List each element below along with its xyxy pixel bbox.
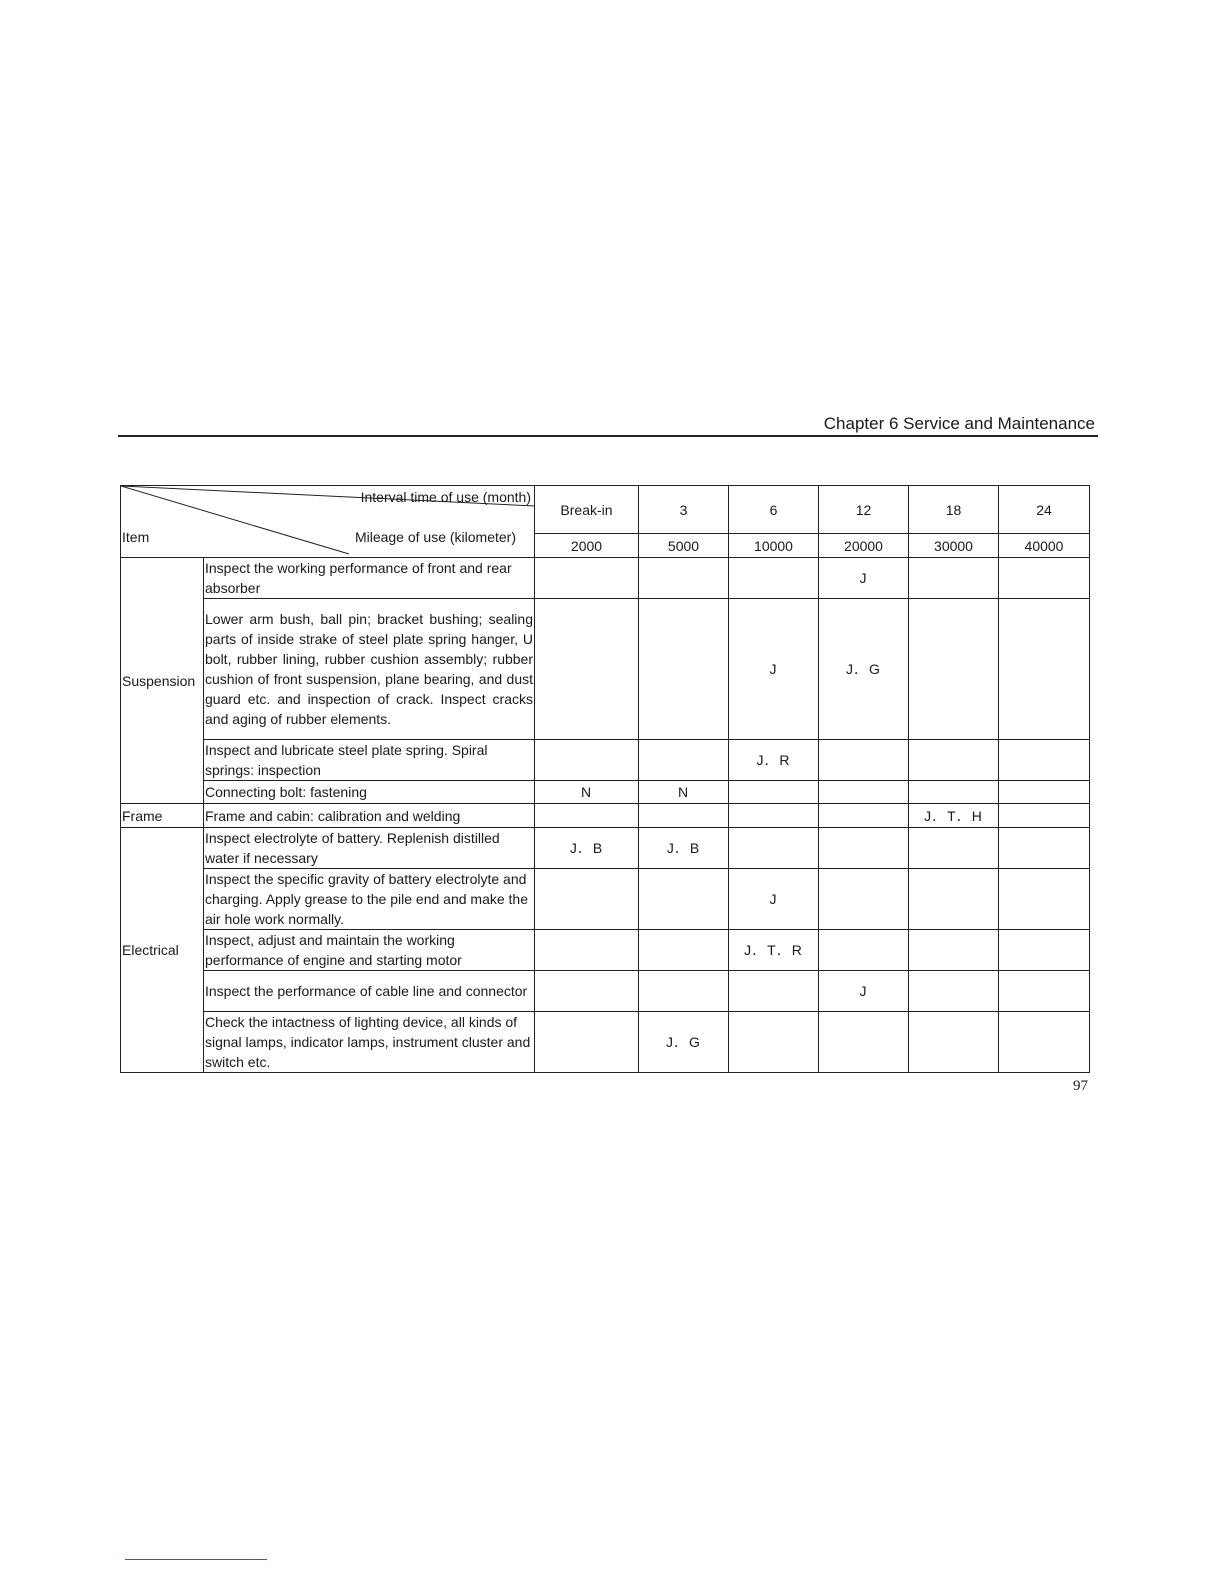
header-corner-cell xyxy=(121,486,535,558)
schedule-cell: J xyxy=(819,558,909,599)
schedule-cell xyxy=(909,1012,999,1073)
category-electrical: Electrical xyxy=(121,828,204,1073)
schedule-cell xyxy=(639,740,729,781)
mileage-header: 5000 xyxy=(639,534,729,558)
table-row xyxy=(121,971,1090,1012)
item-axis-label: Item xyxy=(122,529,150,545)
interval-header: 6 xyxy=(729,486,819,534)
schedule-cell: J．R xyxy=(729,740,819,781)
page-number: 97 xyxy=(1073,1078,1088,1094)
item-description: Inspect, adjust and maintain the working performance of engine and starting motor xyxy=(204,930,535,971)
schedule-cell xyxy=(999,781,1090,804)
schedule-cell xyxy=(639,599,729,740)
schedule-cell xyxy=(999,740,1090,781)
schedule-cell: J．B xyxy=(535,828,639,869)
schedule-cell xyxy=(819,804,909,828)
schedule-cell: N xyxy=(535,781,639,804)
schedule-cell: J．B xyxy=(639,828,729,869)
schedule-cell xyxy=(909,971,999,1012)
header-row-intervals xyxy=(121,486,1090,534)
schedule-cell: J xyxy=(819,971,909,1012)
schedule-cell xyxy=(729,828,819,869)
item-description: Inspect the performance of cable line and connector xyxy=(204,971,535,1012)
schedule-cell xyxy=(999,971,1090,1012)
table-row xyxy=(121,781,1090,804)
item-description: Frame and cabin: calibration and welding xyxy=(204,804,535,828)
mileage-header: 30000 xyxy=(909,534,999,558)
schedule-cell xyxy=(535,740,639,781)
schedule-cell xyxy=(535,558,639,599)
table-row xyxy=(121,558,1090,599)
table-row xyxy=(121,1012,1090,1073)
schedule-cell: J．G xyxy=(639,1012,729,1073)
schedule-cell xyxy=(639,804,729,828)
table-row xyxy=(121,804,1090,828)
interval-header: 18 xyxy=(909,486,999,534)
schedule-cell xyxy=(535,971,639,1012)
interval-header: 24 xyxy=(999,486,1090,534)
mileage-axis-label: Mileage of use (kilometer) xyxy=(354,529,516,545)
schedule-cell xyxy=(909,869,999,930)
schedule-cell: J xyxy=(729,599,819,740)
schedule-cell xyxy=(729,971,819,1012)
schedule-cell xyxy=(729,781,819,804)
item-description: Connecting bolt: fastening xyxy=(204,781,535,804)
item-description: Check the intactness of lighting device, all kinds of signal lamps, indicator lamps, instrument cluster and switch etc. xyxy=(204,1012,535,1073)
interval-header: 3 xyxy=(639,486,729,534)
schedule-cell xyxy=(909,828,999,869)
schedule-cell xyxy=(639,558,729,599)
schedule-cell xyxy=(639,869,729,930)
table-row xyxy=(121,930,1090,971)
schedule-cell xyxy=(999,558,1090,599)
chapter-title: Chapter 6 Service and Maintenance xyxy=(823,414,1095,433)
item-description: Inspect the working performance of front and rear absorber xyxy=(204,558,535,599)
schedule-cell xyxy=(535,869,639,930)
schedule-cell xyxy=(819,1012,909,1073)
item-description: Lower arm bush, ball pin; bracket bushing; sealing parts of inside strake of steel plate spring hanger, U bolt, rubber lining, rubber cushion assembly; rubber cushion of front suspension, plane bearing, and dust guard etc. and inspection of crack. Inspect cracks and aging of rubber elements. xyxy=(204,599,535,740)
schedule-cell xyxy=(909,558,999,599)
schedule-cell xyxy=(999,599,1090,740)
schedule-cell xyxy=(639,930,729,971)
schedule-cell xyxy=(535,804,639,828)
schedule-cell xyxy=(999,1012,1090,1073)
schedule-cell xyxy=(819,828,909,869)
item-description: Inspect the specific gravity of battery electrolyte and charging. Apply grease to the pile end and make the air hole work normally. xyxy=(204,869,535,930)
footnote-divider xyxy=(125,1559,267,1560)
category-suspension: Suspension xyxy=(121,558,204,804)
mileage-header: 20000 xyxy=(819,534,909,558)
table-row xyxy=(121,599,1090,740)
schedule-cell xyxy=(999,828,1090,869)
schedule-cell xyxy=(909,930,999,971)
schedule-cell xyxy=(819,781,909,804)
category-frame: Frame xyxy=(121,804,204,828)
schedule-cell xyxy=(819,869,909,930)
maintenance-schedule-table xyxy=(120,485,1090,1073)
schedule-cell xyxy=(535,1012,639,1073)
interval-header: 12 xyxy=(819,486,909,534)
interval-axis-label: Interval time of use (month) xyxy=(360,489,531,505)
schedule-cell xyxy=(729,1012,819,1073)
schedule-cell: J．T．R xyxy=(729,930,819,971)
schedule-cell xyxy=(729,558,819,599)
schedule-cell: J．T．H xyxy=(909,804,999,828)
table-row xyxy=(121,740,1090,781)
interval-header: Break-in xyxy=(535,486,639,534)
table-row xyxy=(121,869,1090,930)
schedule-cell xyxy=(535,599,639,740)
schedule-cell xyxy=(999,804,1090,828)
schedule-cell xyxy=(819,740,909,781)
schedule-cell xyxy=(819,930,909,971)
mileage-header: 40000 xyxy=(999,534,1090,558)
schedule-cell xyxy=(909,599,999,740)
schedule-cell: J xyxy=(729,869,819,930)
mileage-header: 10000 xyxy=(729,534,819,558)
schedule-cell xyxy=(729,804,819,828)
schedule-cell xyxy=(535,930,639,971)
schedule-cell xyxy=(909,781,999,804)
schedule-cell xyxy=(999,930,1090,971)
schedule-cell xyxy=(999,869,1090,930)
item-description: Inspect electrolyte of battery. Replenish distilled water if necessary xyxy=(204,828,535,869)
header-divider xyxy=(118,435,1098,437)
schedule-cell: N xyxy=(639,781,729,804)
schedule-cell xyxy=(639,971,729,1012)
schedule-cell: J．G xyxy=(819,599,909,740)
item-description: Inspect and lubricate steel plate spring. Spiral springs: inspection xyxy=(204,740,535,781)
schedule-cell xyxy=(909,740,999,781)
table-row xyxy=(121,828,1090,869)
mileage-header: 2000 xyxy=(535,534,639,558)
